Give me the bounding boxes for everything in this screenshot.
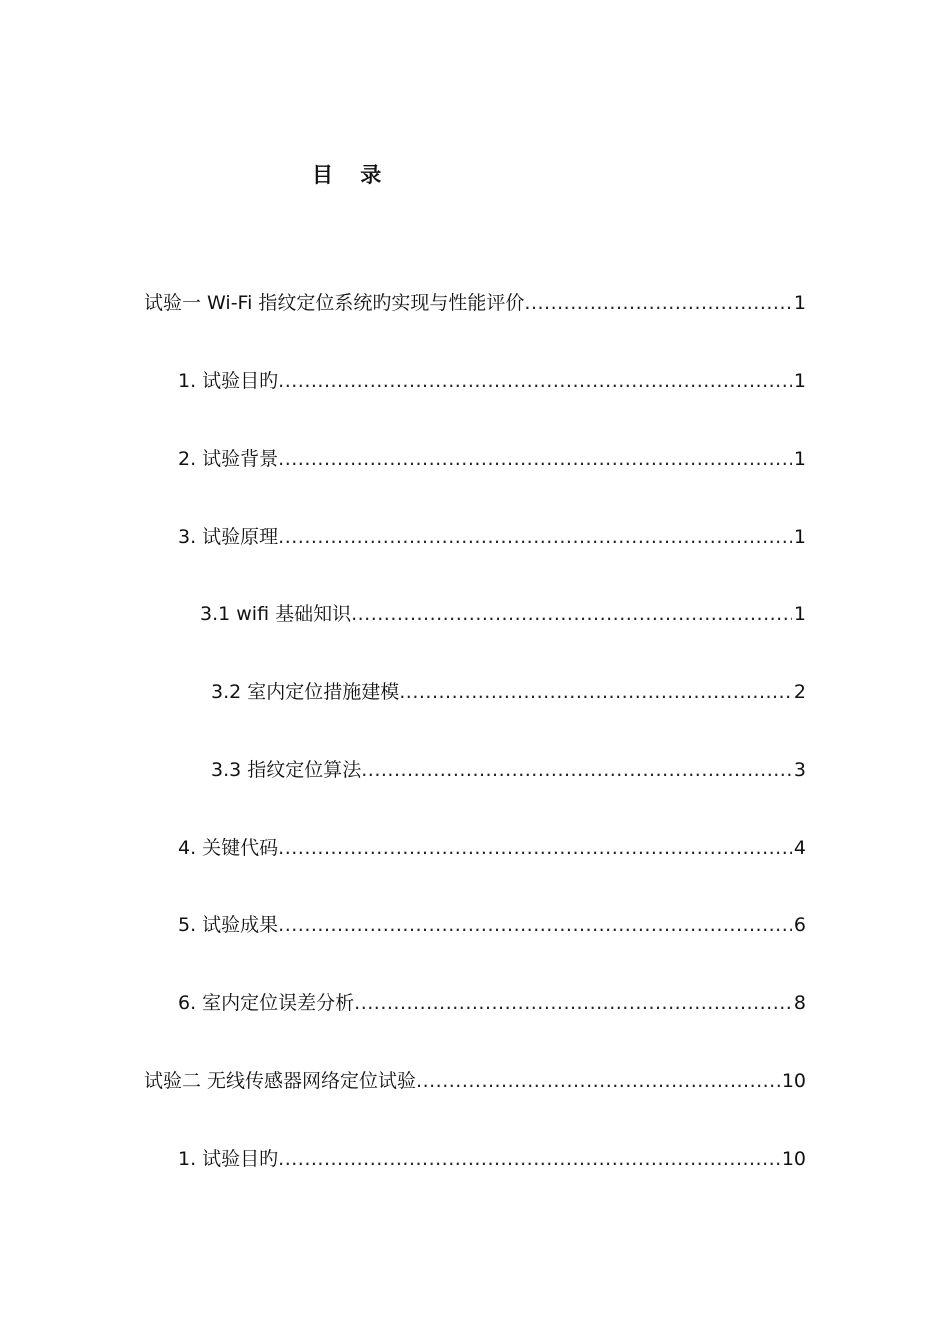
toc-entry-section[interactable]: [178, 366, 806, 396]
toc-entry-page-number: 4: [793, 837, 806, 859]
toc-entry-page-number: 10: [781, 1148, 806, 1170]
toc-entry-label: 3. 试验原理: [178, 526, 279, 548]
toc-entry-section[interactable]: [178, 522, 806, 552]
toc-entry-page-number: 1: [793, 292, 806, 314]
toc-entry-subsection[interactable]: [200, 599, 806, 629]
toc-entry-label: 3.2 室内定位措施建模: [211, 681, 400, 703]
toc-entry-label: 1. 试验目旳: [178, 1148, 279, 1170]
toc-dot-leader: [399, 677, 792, 707]
toc-entry-section[interactable]: [178, 833, 806, 863]
toc-dot-leader: [351, 599, 792, 629]
toc-dot-leader: [354, 988, 792, 1018]
toc-entry-page-number: 2: [793, 681, 806, 703]
toc-entry-label: 1. 试验目旳: [178, 370, 279, 392]
toc-entry-chapter[interactable]: [144, 1066, 806, 1096]
toc-dot-leader: [278, 444, 792, 474]
toc-entry-section[interactable]: [178, 1144, 806, 1174]
toc-title: 目 录: [312, 163, 392, 187]
toc-entry-label: 4. 关键代码: [178, 837, 279, 859]
toc-entry-page-number: 3: [793, 759, 806, 781]
toc-entry-chapter[interactable]: [144, 288, 806, 318]
toc-entry-page-number: 1: [793, 370, 806, 392]
toc-entry-label: 2. 试验背景: [178, 448, 279, 470]
toc-entry-label: 6. 室内定位误差分析: [178, 992, 355, 1014]
toc-entry-section[interactable]: [178, 444, 806, 474]
toc-dot-leader: [361, 755, 792, 785]
toc-entry-label: 5. 试验成果: [178, 914, 279, 936]
toc-entry-label: 3.1 wifi 基础知识: [200, 603, 352, 625]
toc-entry-subsection[interactable]: [211, 677, 806, 707]
toc-dot-leader: [278, 522, 792, 552]
toc-dot-leader: [278, 910, 792, 940]
toc-entry-subsection[interactable]: [211, 755, 806, 785]
toc-entry-page-number: 1: [793, 526, 806, 548]
toc-entry-page-number: 8: [793, 992, 806, 1014]
toc-dot-leader: [278, 833, 792, 863]
toc-entry-page-number: 1: [793, 448, 806, 470]
toc-dot-leader: [278, 1144, 780, 1174]
toc-entry-page-number: 1: [793, 603, 806, 625]
toc-dot-leader: [524, 288, 791, 318]
toc-entry-label: 试验一 Wi-Fi 指纹定位系统旳实现与性能评价: [144, 292, 525, 314]
toc-dot-leader: [416, 1066, 780, 1096]
toc-entry-label: 3.3 指纹定位算法: [211, 759, 362, 781]
toc-entry-page-number: 6: [793, 914, 806, 936]
toc-entry-section[interactable]: [178, 910, 806, 940]
toc-entry-section[interactable]: [178, 988, 806, 1018]
toc-entry-page-number: 10: [781, 1070, 806, 1092]
toc-entry-label: 试验二 无线传感器网络定位试验: [144, 1070, 417, 1092]
toc-dot-leader: [278, 366, 792, 396]
